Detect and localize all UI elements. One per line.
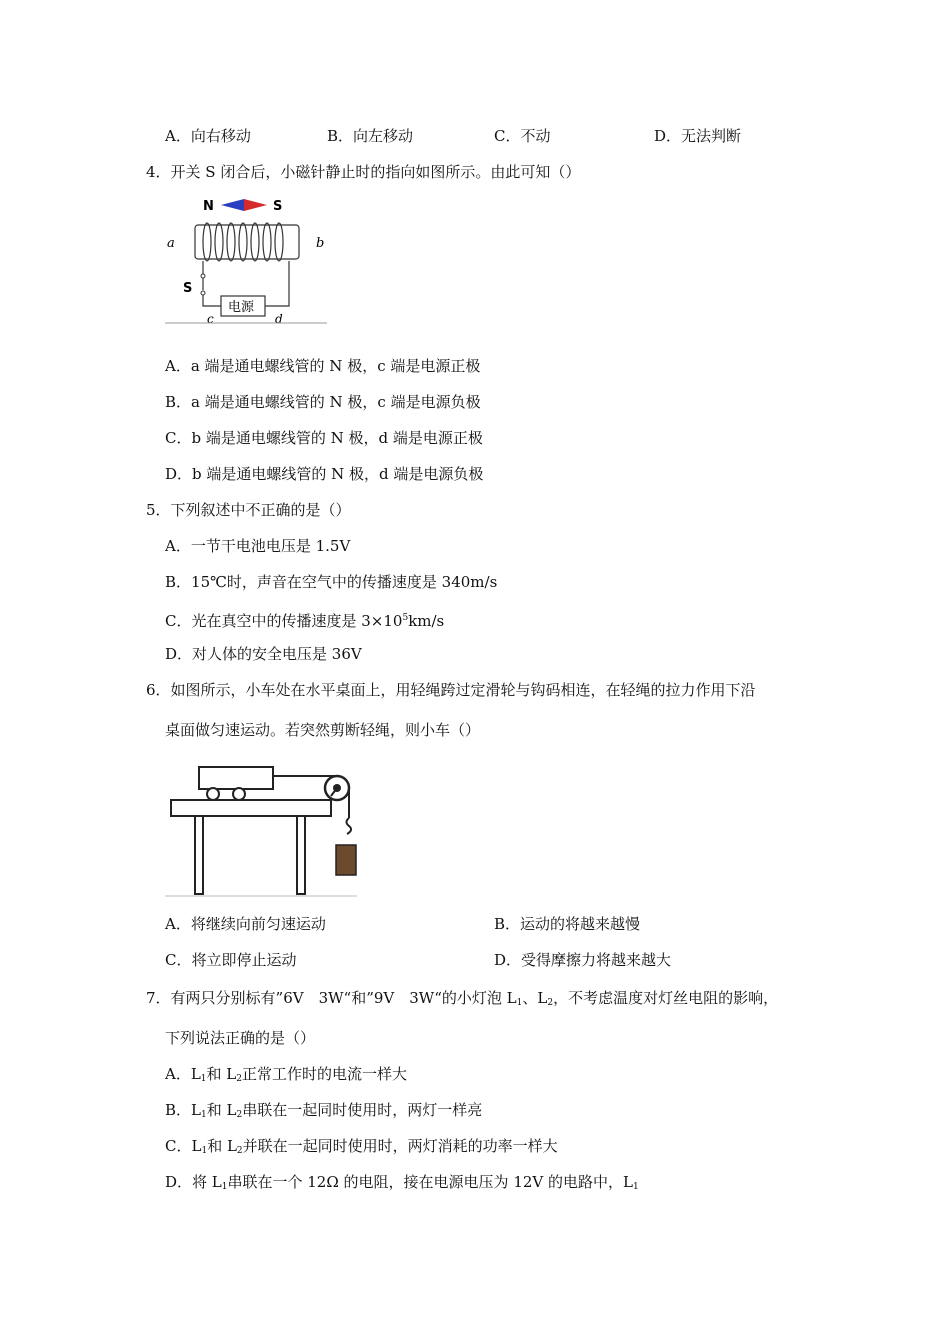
q6-option-a: A．将继续向前匀速运动	[165, 915, 326, 933]
q7-d-sub1: 1	[221, 1182, 228, 1192]
q4-option-b: B．a 端是通电螺线管的 N 极，c 端是电源负极	[165, 393, 481, 411]
q3-option-b: B．向左移动	[327, 127, 414, 145]
q7-stem-line1	[146, 988, 778, 1013]
end-b-label: b	[316, 236, 325, 251]
q6-option-b: B．运动的将越来越慢	[494, 915, 641, 933]
q7-stem-part2: 、L	[522, 989, 548, 1007]
q7-option-d	[165, 1172, 639, 1197]
cart-body	[199, 767, 273, 789]
cart-wheel-right	[233, 788, 245, 800]
q5-option-c	[165, 608, 444, 631]
q7-b-sub2: 2	[236, 1110, 243, 1120]
q7-stem-part3: ，不考虑温度对灯丝电阻的影响，	[553, 989, 779, 1007]
solenoid-circuit-figure	[165, 192, 327, 324]
q7-d-part1: D．将 L	[165, 1173, 222, 1191]
hanging-weight	[336, 845, 356, 875]
q7-a-part1: A．L	[165, 1065, 201, 1083]
q7-option-a	[165, 1064, 407, 1089]
terminal-d-label: d	[275, 312, 283, 324]
end-a-label: a	[167, 236, 175, 251]
q7-a-part2: 和 L	[206, 1065, 237, 1083]
q7-d-part2: 串联在一个 12Ω 的电阻，接在电源电压为 12V 的电路中，L	[227, 1173, 633, 1191]
q3-option-d: D．无法判断	[654, 127, 742, 145]
q7-a-sub1: 1	[200, 1074, 207, 1084]
q7-b-part3: 串联在一起同时使用时，两灯一样亮	[242, 1101, 483, 1119]
needle-n-label: N	[203, 199, 214, 214]
q7-c-sub1: 1	[201, 1146, 208, 1156]
switch-contact-bottom	[201, 291, 205, 295]
q7-option-c	[165, 1136, 558, 1161]
q7-c-part3: 并联在一起同时使用时，两灯消耗的功率一样大	[242, 1137, 558, 1155]
cart-pulley-figure	[165, 756, 357, 898]
q7-stem-line2: 下列说法正确的是（）	[165, 1029, 316, 1047]
q5-option-c-text: C．光在真空中的传播速度是 3×10	[165, 612, 403, 630]
q7-c-part1: C．L	[165, 1137, 202, 1155]
q7-stem-part1: 7．有两只分别标有”6V 3W“和”9V 3W“的小灯泡 L	[146, 989, 517, 1007]
needle-s-label: S	[273, 199, 283, 214]
q7-d-sub2: 1	[632, 1182, 639, 1192]
q7-c-part2: 和 L	[207, 1137, 237, 1155]
terminal-c-label: c	[207, 312, 214, 324]
q6-stem-line1: 6．如图所示，小车处在水平桌面上，用轻绳跨过定滑轮与钩码相连，在轻绳的拉力作用下沿	[146, 681, 756, 699]
q5-option-d: D．对人体的安全电压是 36V	[165, 645, 362, 663]
q6-option-d: D．受得摩擦力将越来越大	[494, 951, 672, 969]
q6-stem-line2: 桌面做匀速运动。若突然剪断轻绳，则小车（）	[165, 721, 481, 739]
q7-stem-sub2: 2	[547, 998, 554, 1008]
table-top	[171, 800, 331, 816]
q7-b-part1: B．L	[165, 1101, 201, 1119]
power-source-label: 电源	[228, 300, 255, 315]
q5-option-c-unit: km/s	[408, 612, 445, 630]
q4-stem: 4．开关 S 闭合后，小磁针静止时的指向如图所示。由此可知（）	[146, 163, 581, 181]
table-leg-left	[195, 816, 203, 894]
q7-option-b	[165, 1100, 482, 1125]
switch-label: S	[183, 281, 193, 296]
table-leg-right	[297, 816, 305, 894]
q3-option-a: A．向右移动	[165, 127, 251, 145]
q4-option-a: A．a 端是通电螺线管的 N 极，c 端是电源正极	[165, 357, 481, 375]
cart-wheel-left	[207, 788, 219, 800]
q4-option-d: D．b 端是通电螺线管的 N 极，d 端是电源负极	[165, 465, 484, 483]
q5-option-c-exponent: 5	[402, 613, 409, 623]
q5-option-b: B．15℃时，声音在空气中的传播速度是 340m/s	[165, 573, 498, 591]
q7-b-part2: 和 L	[206, 1101, 237, 1119]
q7-a-sub2: 2	[236, 1074, 242, 1084]
q5-option-a: A．一节干电池电压是 1.5V	[165, 537, 351, 555]
q3-option-c: C．不动	[494, 127, 551, 145]
q7-c-sub2: 2	[236, 1146, 243, 1156]
q4-option-c: C．b 端是通电螺线管的 N 极，d 端是电源正极	[165, 429, 483, 447]
q6-option-c: C．将立即停止运动	[165, 951, 297, 969]
switch-contact-top	[201, 274, 205, 278]
q7-b-sub1: 1	[200, 1110, 207, 1120]
q5-stem: 5．下列叙述中不正确的是（）	[146, 501, 351, 519]
q7-a-part3: 正常工作时的电流一样大	[242, 1065, 408, 1083]
q7-stem-sub1: 1	[516, 998, 523, 1008]
